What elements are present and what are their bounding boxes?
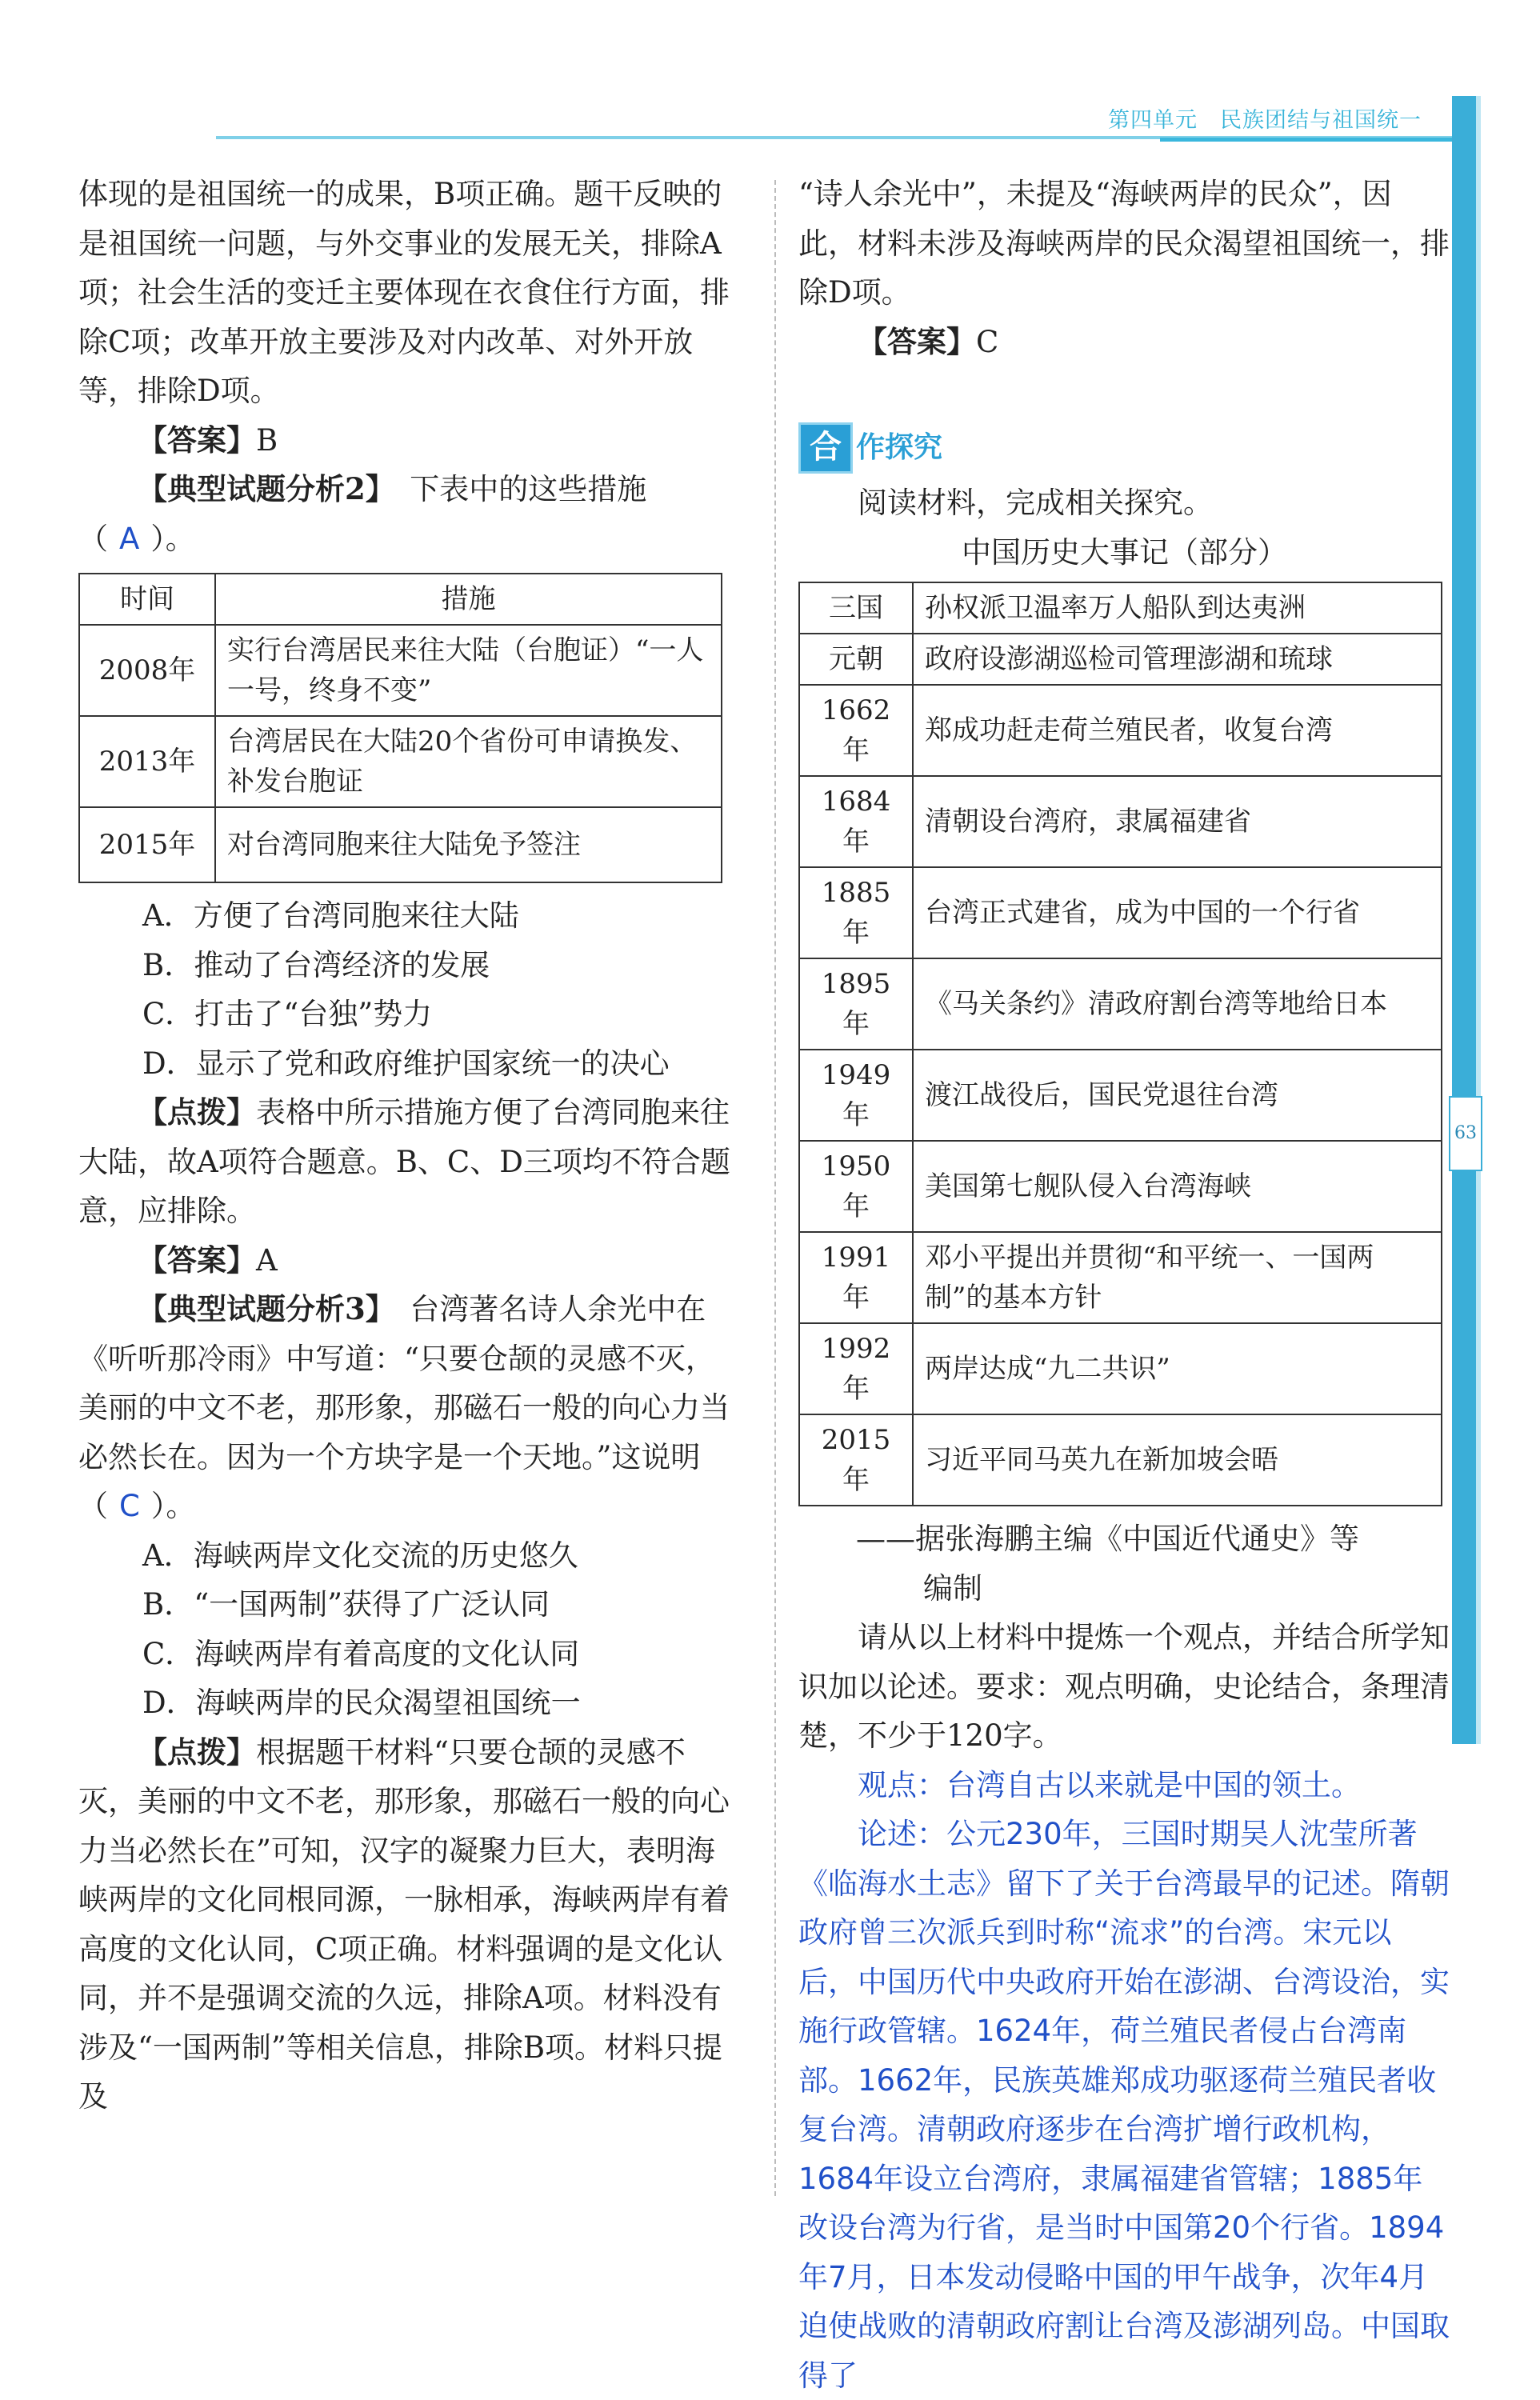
paragraph: 体现的是祖国统一的成果，B项正确。题干反映的是祖国统一问题，与外交事业的发展无关，排除A项；社会生活的变迁主要体现在衣食住行方面，排除C项；改革开放主要涉及对内改革、对外开放等，排除D项。 [78, 177, 730, 408]
table-row [79, 716, 722, 807]
table-row [79, 625, 722, 716]
table-cell-text: 实行台湾居民来往大陆（台胞证）“一人一号，终身不变” [215, 625, 722, 716]
option-d: D．显示了党和政府维护国家统一的决心 [142, 1046, 670, 1081]
intro-text: 阅读材料，完成相关探究。 [858, 486, 1213, 520]
left-column [78, 170, 730, 2122]
table-cell-text: 对台湾同胞来往大陆免予签注 [215, 807, 722, 882]
table-cell-year: 1662年 [799, 685, 913, 776]
tip-paragraph [78, 1088, 730, 1236]
answer-value: C [976, 324, 999, 359]
paragraph: “诗人余光中”，未提及“海峡两岸的民众”，因此，材料未涉及海峡两岸的民众渴望祖国统一，排除D项。 [798, 177, 1450, 310]
answer-value: A [256, 1242, 278, 1278]
question-label: 【典型试题分析2】 [138, 471, 381, 506]
table-cell-text: 《马关条约》清政府割台湾等地给日本 [913, 958, 1442, 1050]
table-cell-year: 1684年 [799, 776, 913, 867]
answer-label: 【答案】 [138, 1242, 256, 1278]
table-row [79, 807, 722, 882]
tip-text: 表格中所示措施方便了台湾同胞来往大陆，故A项符合题意。B、C、D三项均不符合题意，应排除。 [78, 1095, 730, 1228]
table-cell-text: 邓小平提出并贯彻“和平统一、一国两制”的基本方针 [913, 1232, 1442, 1323]
table-row [799, 1141, 1442, 1232]
table-row [799, 582, 1442, 634]
table-cell-text: 两岸达成“九二共识” [913, 1323, 1442, 1414]
table-title: 中国历史大事记（部分） [962, 534, 1287, 570]
question-text-end: ）。 [150, 521, 195, 556]
question-text-end: ）。 [150, 1489, 196, 1523]
table-cell-year: 1949年 [799, 1050, 913, 1141]
tip-paragraph [78, 1728, 730, 2122]
question-text: 台湾著名诗人余光中在《听听那冷雨》中写道：“只要仓颉的灵感不灭，美丽的中文不老，那形象，那磁石一般的向心力当必然长在。因为一个方块字是一个天地。”这说明（ [78, 1292, 730, 1523]
table-row [799, 685, 1442, 776]
table-cell-year: 2015年 [79, 807, 215, 882]
argument-answer: 论述：公元230年，三国时期吴人沈莹所著《临海水土志》留下了关于台湾最早的记述。隋朝政府曾三次派兵到时称“流求”的台湾。宋元以后，中国历代中央政府开始在澎湖、台湾设治，实施行政管辖。1624年，荷兰殖民者侵占台湾南部。1662年，民族英雄郑成功驱逐荷兰殖民者收复台湾。清朝政府逐步在台湾扩增行政机构，1684年设立台湾府，隶属福建省管辖；1885年改设台湾为行省，是当时中国第20个行省。1894年7月，日本发动侵略中国的甲午战争，次年4月迫使战败的清朝政府割让台湾及澎湖列岛。中国取得了 [798, 1817, 1450, 2393]
answer-label: 【答案】 [858, 323, 976, 359]
table-cell-text: 郑成功赶走荷兰殖民者，收复台湾 [913, 685, 1442, 776]
table-cell-text: 美国第七舰队侵入台湾海峡 [913, 1141, 1442, 1232]
table-cell-year: 三国 [799, 582, 913, 634]
table-cell-text: 渡江战役后，国民党退往台湾 [913, 1050, 1442, 1141]
table-header: 时间 [79, 574, 215, 625]
table-header-row [79, 574, 722, 625]
table-cell-year: 1895年 [799, 958, 913, 1050]
table-row [799, 1050, 1442, 1141]
option-b: B．“一国两制”获得了广泛认同 [142, 1587, 550, 1622]
viewpoint-answer: 观点：台湾自古以来就是中国的领土。 [858, 1767, 1361, 1802]
table-cell-year: 2013年 [79, 716, 215, 807]
unit-title: 第四单元 民族团结与祖国统一 [1108, 108, 1422, 133]
filled-answer: A [119, 521, 140, 556]
table-cell-year: 1950年 [799, 1141, 913, 1232]
table-row [799, 958, 1442, 1050]
table-cell-text: 政府设澎湖巡检司管理澎湖和琉球 [913, 634, 1442, 685]
table-cell-text: 习近平同马英九在新加坡会晤 [913, 1414, 1442, 1506]
measures-table [78, 573, 722, 883]
table-cell-text: 孙权派卫温率万人船队到达夷洲 [913, 582, 1442, 634]
tip-label: 【点拨】 [138, 1094, 256, 1130]
answer-label: 【答案】 [138, 422, 256, 458]
answer-value: B [256, 422, 278, 458]
section-title: 作探究 [856, 431, 943, 465]
header-rule-accent [1160, 138, 1464, 142]
option-c: C．打击了“台独”势力 [142, 997, 433, 1031]
table-cell-text: 清朝设台湾府，隶属福建省 [913, 776, 1442, 867]
source-citation: ——据张海鹏主编《中国近代通史》等 [856, 1522, 1359, 1556]
section-badge-icon: 合 [798, 422, 853, 474]
table-row [799, 776, 1442, 867]
option-b: B．推动了台湾经济的发展 [142, 947, 490, 982]
option-d: D．海峡两岸的民众渴望祖国统一 [142, 1686, 581, 1720]
table-header: 措施 [215, 574, 722, 625]
table-cell-year: 2008年 [79, 625, 215, 716]
filled-answer: C [119, 1489, 140, 1523]
option-a: A．方便了台湾同胞来往大陆 [142, 898, 519, 933]
question-label: 【典型试题分析3】 [138, 1291, 381, 1326]
table-cell-year: 2015年 [799, 1414, 913, 1506]
question-stem [78, 465, 730, 563]
answer-line [798, 318, 1450, 367]
question-text: 下表中的这些措施（ [78, 472, 647, 556]
history-events-table [798, 582, 1442, 1506]
table-row [799, 867, 1442, 958]
page-edge-bar-light [1476, 96, 1481, 1744]
task-text: 请从以上材料中提炼一个观点，并结合所学知识加以论述。要求：观点明确，史论结合，条理清楚，不少于120字。 [798, 1620, 1450, 1753]
table-cell-year: 1885年 [799, 867, 913, 958]
tip-text: 根据题干材料“只要仓颉的灵感不灭，美丽的中文不老，那形象，那磁石一般的向心力当必然长在”可知，汉字的凝聚力巨大，表明海峡两岸的文化同根同源，一脉相承，海峡两岸有着高度的文化认同，C项正确。材料强调的是文化认同，并不是强调交流的久远，排除A项。材料没有涉及“一国两制”等相关信息，排除B项。材料只提及 [78, 1734, 730, 2114]
option-c: C．海峡两岸有着高度的文化认同 [142, 1636, 580, 1671]
right-column [798, 170, 1450, 2400]
table-row [799, 1232, 1442, 1323]
tip-label: 【点拨】 [138, 1734, 256, 1770]
option-a: A．海峡两岸文化交流的历史悠久 [142, 1538, 578, 1573]
source-citation-cont: 编制 [923, 1570, 982, 1606]
page-number: 63 [1449, 1096, 1482, 1171]
answer-line [78, 1236, 730, 1286]
column-divider [774, 180, 776, 2196]
table-row [799, 1323, 1442, 1414]
section-heading [798, 422, 1450, 474]
question-stem [78, 1285, 730, 1531]
answer-line [78, 416, 730, 466]
table-row [799, 634, 1442, 685]
page-edge-bar [1452, 96, 1476, 1744]
table-cell-text: 台湾居民在大陆20个省份可申请换发、补发台胞证 [215, 716, 722, 807]
table-cell-year: 1992年 [799, 1323, 913, 1414]
table-cell-year: 元朝 [799, 634, 913, 685]
table-row [799, 1414, 1442, 1506]
table-cell-year: 1991年 [799, 1232, 913, 1323]
table-cell-text: 台湾正式建省，成为中国的一个行省 [913, 867, 1442, 958]
